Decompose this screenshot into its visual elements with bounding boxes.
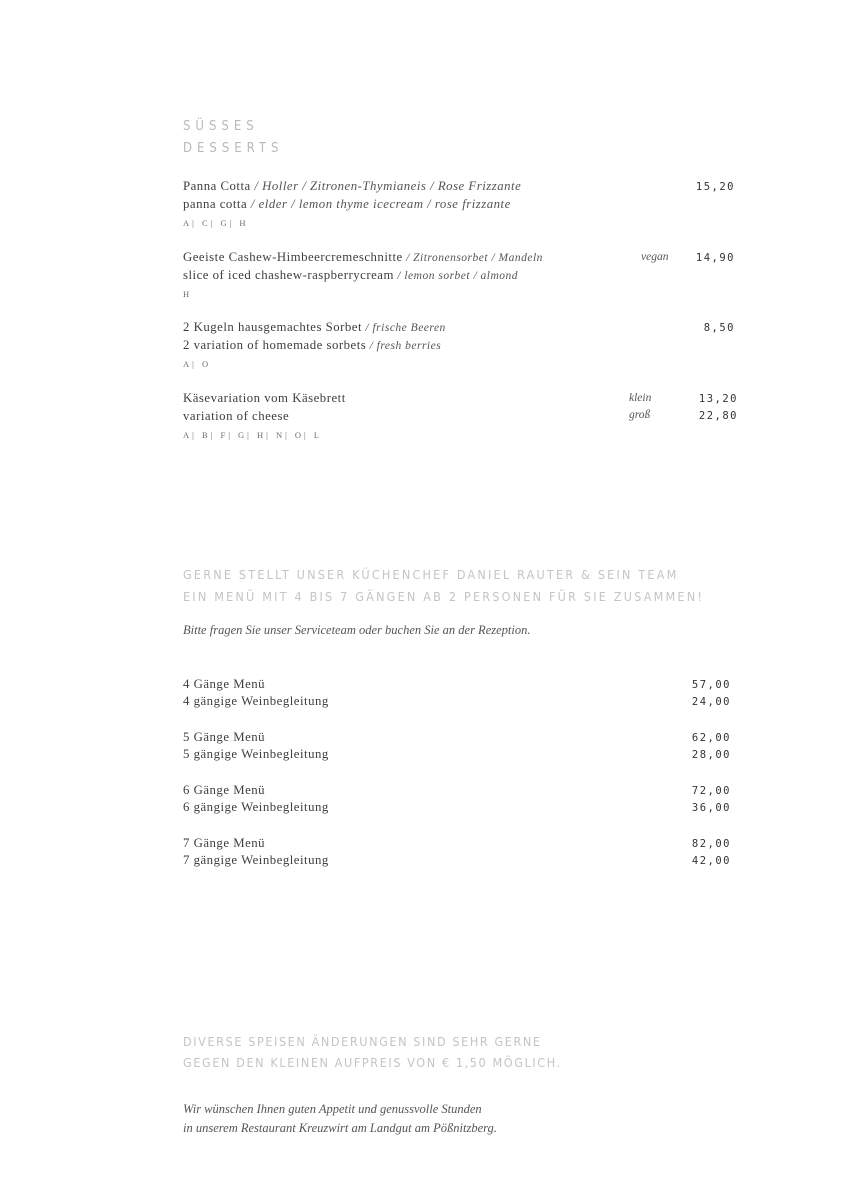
dessert-4-allergens: A| B| F| G| H| N| O| L <box>183 430 323 440</box>
course-5-wine-label: 5 gängige Weinbegleitung <box>183 747 329 761</box>
course-6-menu-price: 72,00 <box>691 785 731 797</box>
dessert-4-price-small: 13,20 <box>698 393 738 405</box>
dessert-2-de <box>183 250 543 265</box>
menu-heading-line-2: EIN MENÜ MIT 4 BIS 7 GÄNGEN AB 2 PERSONEN FÜR SIE ZUSAMMEN! <box>183 589 705 604</box>
dessert-3-de-name: 2 Kugeln hausgemachtes Sorbet <box>183 320 363 334</box>
dessert-2-de-desc: / Zitronensorbet / Mandeln <box>402 252 543 264</box>
course-6-wine-price: 36,00 <box>691 802 731 814</box>
course-5-wine-price: 28,00 <box>691 749 731 761</box>
closing-line-1: Wir wünschen Ihnen guten Appetit und genussvolle Stunden <box>183 1102 482 1116</box>
course-7-wine-label: 7 gängige Weinbegleitung <box>183 853 329 867</box>
dessert-1-en <box>183 197 511 212</box>
menu-heading-line-1: GERNE STELLT UNSER KÜCHENCHEF DANIEL RAUTER & SEIN TEAM <box>183 567 679 582</box>
dessert-1-allergens: A| C| G| H <box>183 218 249 228</box>
footer-heading-line-1: DIVERSE SPEISEN ÄNDERUNGEN SIND SEHR GERNE <box>183 1034 542 1049</box>
dessert-1-de <box>183 179 521 194</box>
dessert-1-de-name: Panna Cotta <box>183 179 251 193</box>
dessert-4-size-small: klein <box>629 392 652 404</box>
course-5-menu-label: 5 Gänge Menü <box>183 730 266 744</box>
course-4-wine-label: 4 gängige Weinbegleitung <box>183 694 329 708</box>
dessert-1-price: 15,20 <box>695 181 735 193</box>
course-7-menu-label: 7 Gänge Menü <box>183 836 266 850</box>
dessert-2-de-name: Geeiste Cashew-Himbeercremeschnitte <box>183 250 403 264</box>
dessert-2-en <box>183 268 518 283</box>
dessert-4-en-name: variation of cheese <box>183 409 290 423</box>
closing-line-2: in unserem Restaurant Kreuzwirt am Landgut am Pößnitzberg. <box>183 1121 497 1135</box>
dessert-3-de <box>183 320 446 335</box>
section-title-suesses: SÜSSES <box>183 119 259 134</box>
section-title-desserts: DESSERTS <box>183 141 284 156</box>
dessert-2-price: 14,90 <box>695 252 735 264</box>
dessert-4-price-large: 22,80 <box>698 410 738 422</box>
dessert-4-size-large: groß <box>629 409 651 421</box>
dessert-1-en-name: panna cotta <box>183 197 248 211</box>
footer-heading-line-2: GEGEN DEN KLEINEN AUFPREIS VON € 1,50 MÖGLICH. <box>183 1055 562 1070</box>
dessert-2-allergens: H <box>183 289 193 299</box>
course-5-menu-price: 62,00 <box>691 732 731 744</box>
course-4-wine-price: 24,00 <box>691 696 731 708</box>
menu-note: Bitte fragen Sie unser Serviceteam oder buchen Sie an der Rezeption. <box>183 623 531 637</box>
dessert-2-vegan-tag: vegan <box>641 251 669 263</box>
dessert-1-en-desc: / elder / lemon thyme icecream / rose frizzante <box>247 197 511 211</box>
dessert-3-en <box>183 338 441 353</box>
course-6-menu-label: 6 Gänge Menü <box>183 783 266 797</box>
course-4-menu-price: 57,00 <box>691 679 731 691</box>
dessert-3-allergens: A| O <box>183 359 212 369</box>
course-6-wine-label: 6 gängige Weinbegleitung <box>183 800 329 814</box>
dessert-3-price: 8,50 <box>703 322 735 334</box>
dessert-2-en-desc: / lemon sorbet / almond <box>393 270 519 282</box>
course-7-menu-price: 82,00 <box>691 838 731 850</box>
dessert-2-en-name: slice of iced chashew-raspberrycream <box>183 268 394 282</box>
course-7-wine-price: 42,00 <box>691 855 731 867</box>
dessert-3-en-name: 2 variation of homemade sorbets <box>183 338 367 352</box>
dessert-3-de-desc: / frische Beeren <box>362 322 446 334</box>
dessert-4-de-name: Käsevariation vom Käsebrett <box>183 391 346 405</box>
dessert-1-de-desc: / Holler / Zitronen-Thymianeis / Rose Frizzante <box>250 179 522 193</box>
course-4-menu-label: 4 Gänge Menü <box>183 677 266 691</box>
dessert-3-en-desc: / fresh berries <box>366 340 442 352</box>
